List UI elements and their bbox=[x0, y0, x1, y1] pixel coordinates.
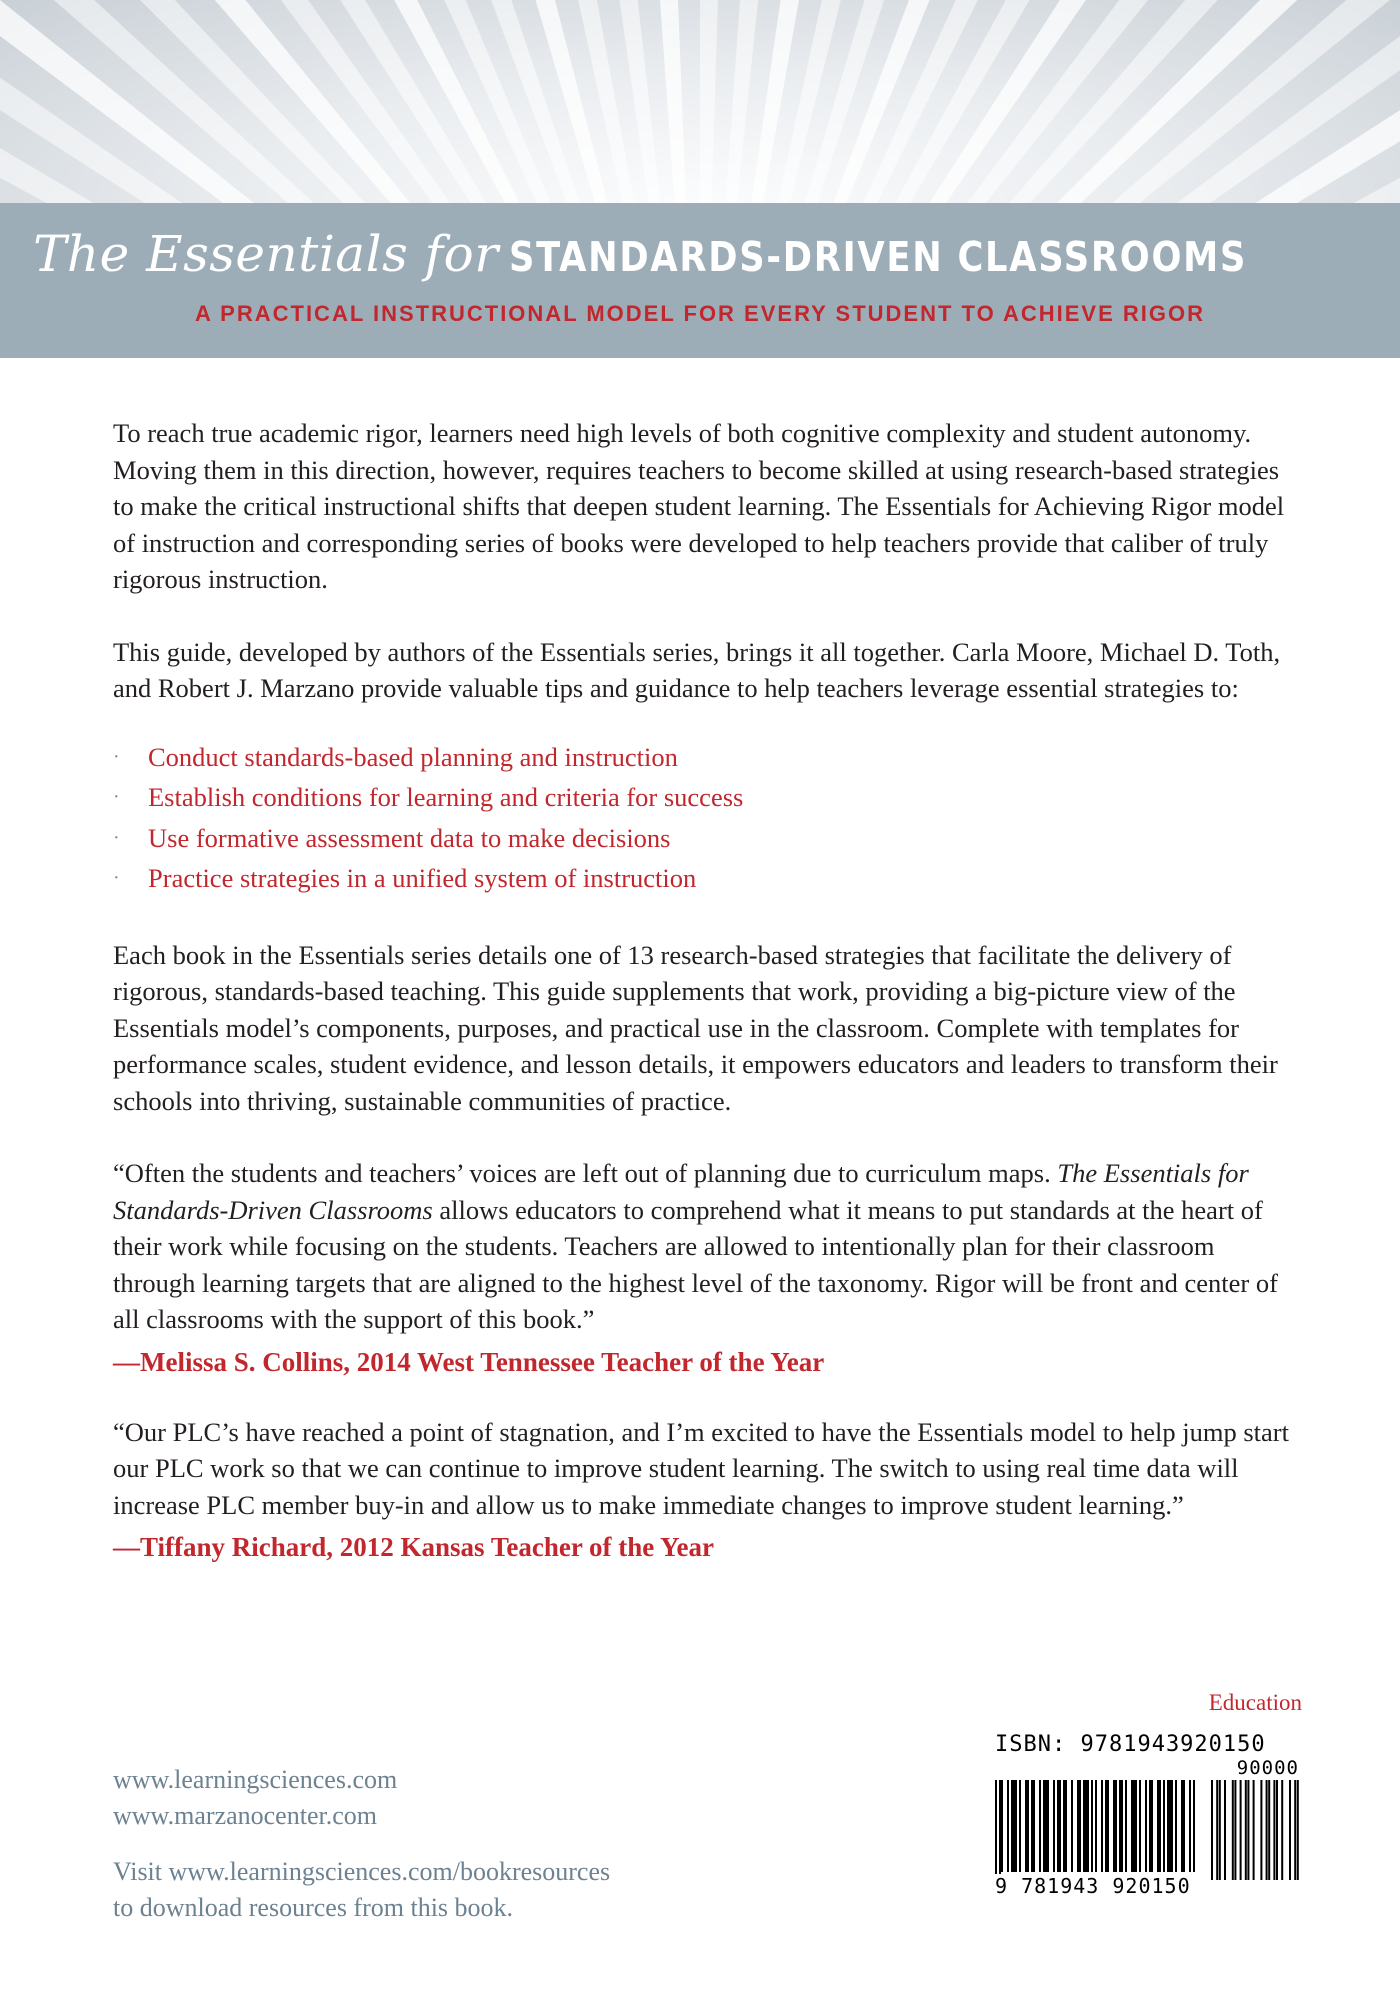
list-item-text: Conduct standards-based planning and instruction bbox=[148, 741, 678, 772]
guide-paragraph: This guide, developed by authors of the Essentials series, brings it all together. Carla Moore, Michael D. Toth, and Robert J. Marzano provide valuable tips and guidance to help teachers leverage essential strategies to: bbox=[113, 636, 1281, 703]
list-item bbox=[113, 777, 1298, 818]
bullet-dot-icon: · bbox=[113, 745, 120, 768]
barcode-bar bbox=[1007, 1780, 1009, 1872]
resources-line: to download resources from this book. bbox=[113, 1893, 514, 1922]
barcode-bar bbox=[1083, 1780, 1085, 1872]
intro-paragraph: To reach true academic rigor, learners need high levels of both cognitive complexity and student autonomy. Moving them in this direction, however, requires teachers to become skilled at using research-based strategies to make the critical instructional shifts that deepen student learning. The Essentials for Achieving Rigor model of instruction and corresponding series of books were developed to help teachers provide that caliber of truly rigorous instruction. bbox=[113, 418, 1285, 594]
barcode-bar bbox=[1047, 1780, 1049, 1872]
barcode-bar bbox=[995, 1780, 997, 1880]
testimonial-attribution-2: —Tiffany Richard, 2012 Kansas Teacher of the Year bbox=[113, 1532, 715, 1562]
barcode-bar bbox=[1039, 1780, 1041, 1872]
barcode-bar bbox=[999, 1780, 1001, 1880]
isbn-barcode bbox=[995, 1732, 1305, 1900]
barcode-addon-bar bbox=[1294, 1780, 1296, 1880]
barcode-bar bbox=[1027, 1780, 1029, 1872]
barcode-number: 9 781943 920150 bbox=[995, 1874, 1195, 1898]
barcode-bar bbox=[1193, 1780, 1195, 1872]
barcode-bar bbox=[1131, 1780, 1133, 1872]
barcode-bar bbox=[1025, 1780, 1027, 1872]
barcode-bar bbox=[1001, 1780, 1003, 1872]
barcode-bar bbox=[1151, 1780, 1153, 1872]
barcode-bars bbox=[995, 1780, 1305, 1880]
barcode-addon-bar bbox=[1216, 1780, 1218, 1880]
sunburst-rays bbox=[0, 0, 1400, 203]
barcode-bar bbox=[1085, 1780, 1087, 1872]
barcode-addon-bar bbox=[1247, 1780, 1249, 1880]
barcode-bar bbox=[1139, 1780, 1141, 1872]
title-banner bbox=[0, 203, 1400, 358]
publisher-links bbox=[113, 1762, 713, 1926]
bullet-dot-icon: · bbox=[113, 786, 120, 808]
list-item bbox=[113, 858, 1298, 899]
barcode-bar bbox=[1115, 1780, 1117, 1872]
barcode-bar bbox=[1077, 1780, 1079, 1872]
barcode-bar bbox=[1065, 1780, 1067, 1872]
barcode-addon-bar bbox=[1297, 1780, 1299, 1880]
barcode-bar bbox=[1163, 1780, 1165, 1872]
barcode-bar bbox=[1045, 1780, 1047, 1872]
barcode-addon-bar bbox=[1240, 1780, 1242, 1880]
barcode-addon-bar bbox=[1232, 1780, 1234, 1880]
barcode-bar bbox=[1125, 1780, 1127, 1872]
sunburst-header-graphic bbox=[0, 0, 1400, 203]
testimonial-quote-1 bbox=[113, 1155, 1298, 1338]
barcode-addon-bar bbox=[1273, 1780, 1275, 1880]
isbn-label: ISBN: 9781943920150 bbox=[995, 1732, 1266, 1757]
website-link[interactable]: www.marzanocenter.com bbox=[113, 1801, 377, 1830]
list-item-text: Use formative assessment data to make decisions bbox=[148, 822, 671, 853]
barcode-bar bbox=[1043, 1780, 1045, 1872]
book-subtitle: A PRACTICAL INSTRUCTIONAL MODEL FOR EVERY STUDENT TO ACHIEVE RIGOR bbox=[194, 301, 1206, 326]
price-code: 90000 bbox=[1236, 1757, 1299, 1779]
barcode-bar bbox=[1133, 1780, 1135, 1872]
quote-book-title: The Essentials for Standards-Driven Classrooms bbox=[113, 1158, 1249, 1225]
quote-text: “Often the students and teachers’ voices are left out of planning due to curriculum maps. bbox=[113, 1158, 1058, 1188]
barcode-bar bbox=[1189, 1780, 1191, 1872]
barcode-addon-bar bbox=[1268, 1780, 1270, 1880]
list-item-text: Practice strategies in a unified system of instruction bbox=[148, 863, 697, 893]
series-paragraph: Each book in the Essentials series details one of 13 research-based strategies that facilitate the delivery of rigorous, standards-based teaching. This guide supplements that work, providing a big-picture view of the Essentials model’s components, purposes, and practical use in the classroom. Complete with templates for performance scales, student evidence, and lesson details, it empowers educators and leaders to transform their schools into thriving, sustainable communities of practice. bbox=[113, 939, 1278, 1116]
barcode-addon-bar bbox=[1253, 1780, 1255, 1880]
category-label: Education bbox=[1208, 1690, 1302, 1715]
barcode-bar bbox=[1013, 1780, 1015, 1872]
barcode-bar bbox=[1053, 1780, 1055, 1872]
barcode-addon-bar bbox=[1260, 1780, 1262, 1880]
barcode-bar bbox=[1171, 1780, 1173, 1872]
barcode-bar bbox=[1105, 1780, 1107, 1872]
barcode-bar bbox=[1015, 1780, 1017, 1872]
bullet-dot-icon: · bbox=[113, 867, 120, 889]
strategy-list bbox=[113, 737, 1298, 899]
quote-text: allows educators to comprehend what it means to put standards at the heart of their work while focusing on the students. Teachers are allowed to intentionally plan for their classroom through learning targets that are aligned to the highest level of the taxonomy. Rigor will be front and center of all classrooms with the support of this book.” bbox=[113, 1194, 1278, 1334]
barcode-bar bbox=[1121, 1780, 1123, 1872]
barcode-addon-bar bbox=[1289, 1780, 1291, 1880]
title-script-part: The Essentials for bbox=[33, 225, 499, 283]
barcode-bar bbox=[1095, 1780, 1097, 1872]
barcode-addon-bar bbox=[1245, 1780, 1247, 1880]
testimonial-quote-2: “Our PLC’s have reached a point of stagnation, and I’m excited to have the Essentials model to help jump start our PLC work so that we can continue to improve student learning. The switch to using real time data will increase PLC member buy-in and allow us to make immediate changes to improve student learning.” bbox=[113, 1416, 1289, 1520]
list-item bbox=[113, 737, 1298, 778]
barcode-bar bbox=[1175, 1780, 1177, 1872]
barcode-bar bbox=[1157, 1780, 1159, 1872]
barcode-bar bbox=[1087, 1780, 1089, 1872]
barcode-addon-bar bbox=[1276, 1780, 1278, 1880]
list-item bbox=[113, 818, 1298, 859]
back-cover-copy bbox=[113, 415, 1298, 1565]
barcode-bar bbox=[1135, 1780, 1137, 1872]
barcode-bar bbox=[1145, 1780, 1147, 1872]
barcode-bar bbox=[1149, 1780, 1151, 1872]
list-item-text: Establish conditions for learning and criteria for success bbox=[148, 782, 744, 812]
barcode-bar bbox=[1183, 1780, 1185, 1872]
barcode-bar bbox=[1119, 1780, 1121, 1872]
barcode-bar bbox=[1113, 1780, 1115, 1872]
barcode-bar bbox=[1057, 1780, 1059, 1872]
barcode-bar bbox=[1071, 1780, 1073, 1872]
barcode-bar bbox=[1169, 1780, 1171, 1872]
book-title bbox=[0, 225, 1400, 283]
bullet-dot-icon: · bbox=[113, 826, 120, 849]
title-caps-part: STANDARDS-DRIVEN CLASSROOMS bbox=[508, 233, 1247, 281]
barcode-addon-bar bbox=[1219, 1780, 1221, 1880]
barcode-bar bbox=[1107, 1780, 1109, 1872]
barcode-bar bbox=[1033, 1780, 1035, 1872]
barcode-addon-bar bbox=[1266, 1780, 1268, 1880]
barcode-addon-bar bbox=[1281, 1780, 1283, 1880]
barcode-bar bbox=[1011, 1780, 1013, 1872]
website-link[interactable]: www.learningsciences.com bbox=[113, 1765, 398, 1794]
barcode-bar bbox=[1181, 1780, 1183, 1872]
barcode-bar bbox=[1159, 1780, 1161, 1872]
barcode-bar bbox=[1059, 1780, 1061, 1872]
barcode-bar bbox=[1167, 1780, 1169, 1872]
barcode-addon-bar bbox=[1234, 1780, 1236, 1880]
spacer bbox=[113, 1834, 713, 1854]
barcode-addon-bar bbox=[1224, 1780, 1226, 1880]
barcode-addon-bar bbox=[1211, 1780, 1213, 1880]
testimonial-attribution-1: —Melissa S. Collins, 2014 West Tennessee Teacher of the Year bbox=[113, 1346, 825, 1377]
barcode-bar bbox=[1101, 1780, 1103, 1872]
barcode-bar bbox=[1091, 1780, 1093, 1872]
resources-line: Visit www.learningsciences.com/bookresources bbox=[113, 1857, 611, 1886]
barcode-bar bbox=[1019, 1780, 1021, 1872]
barcode-bar bbox=[1063, 1780, 1065, 1872]
barcode-bar bbox=[1079, 1780, 1081, 1872]
barcode-bar bbox=[1031, 1780, 1033, 1872]
